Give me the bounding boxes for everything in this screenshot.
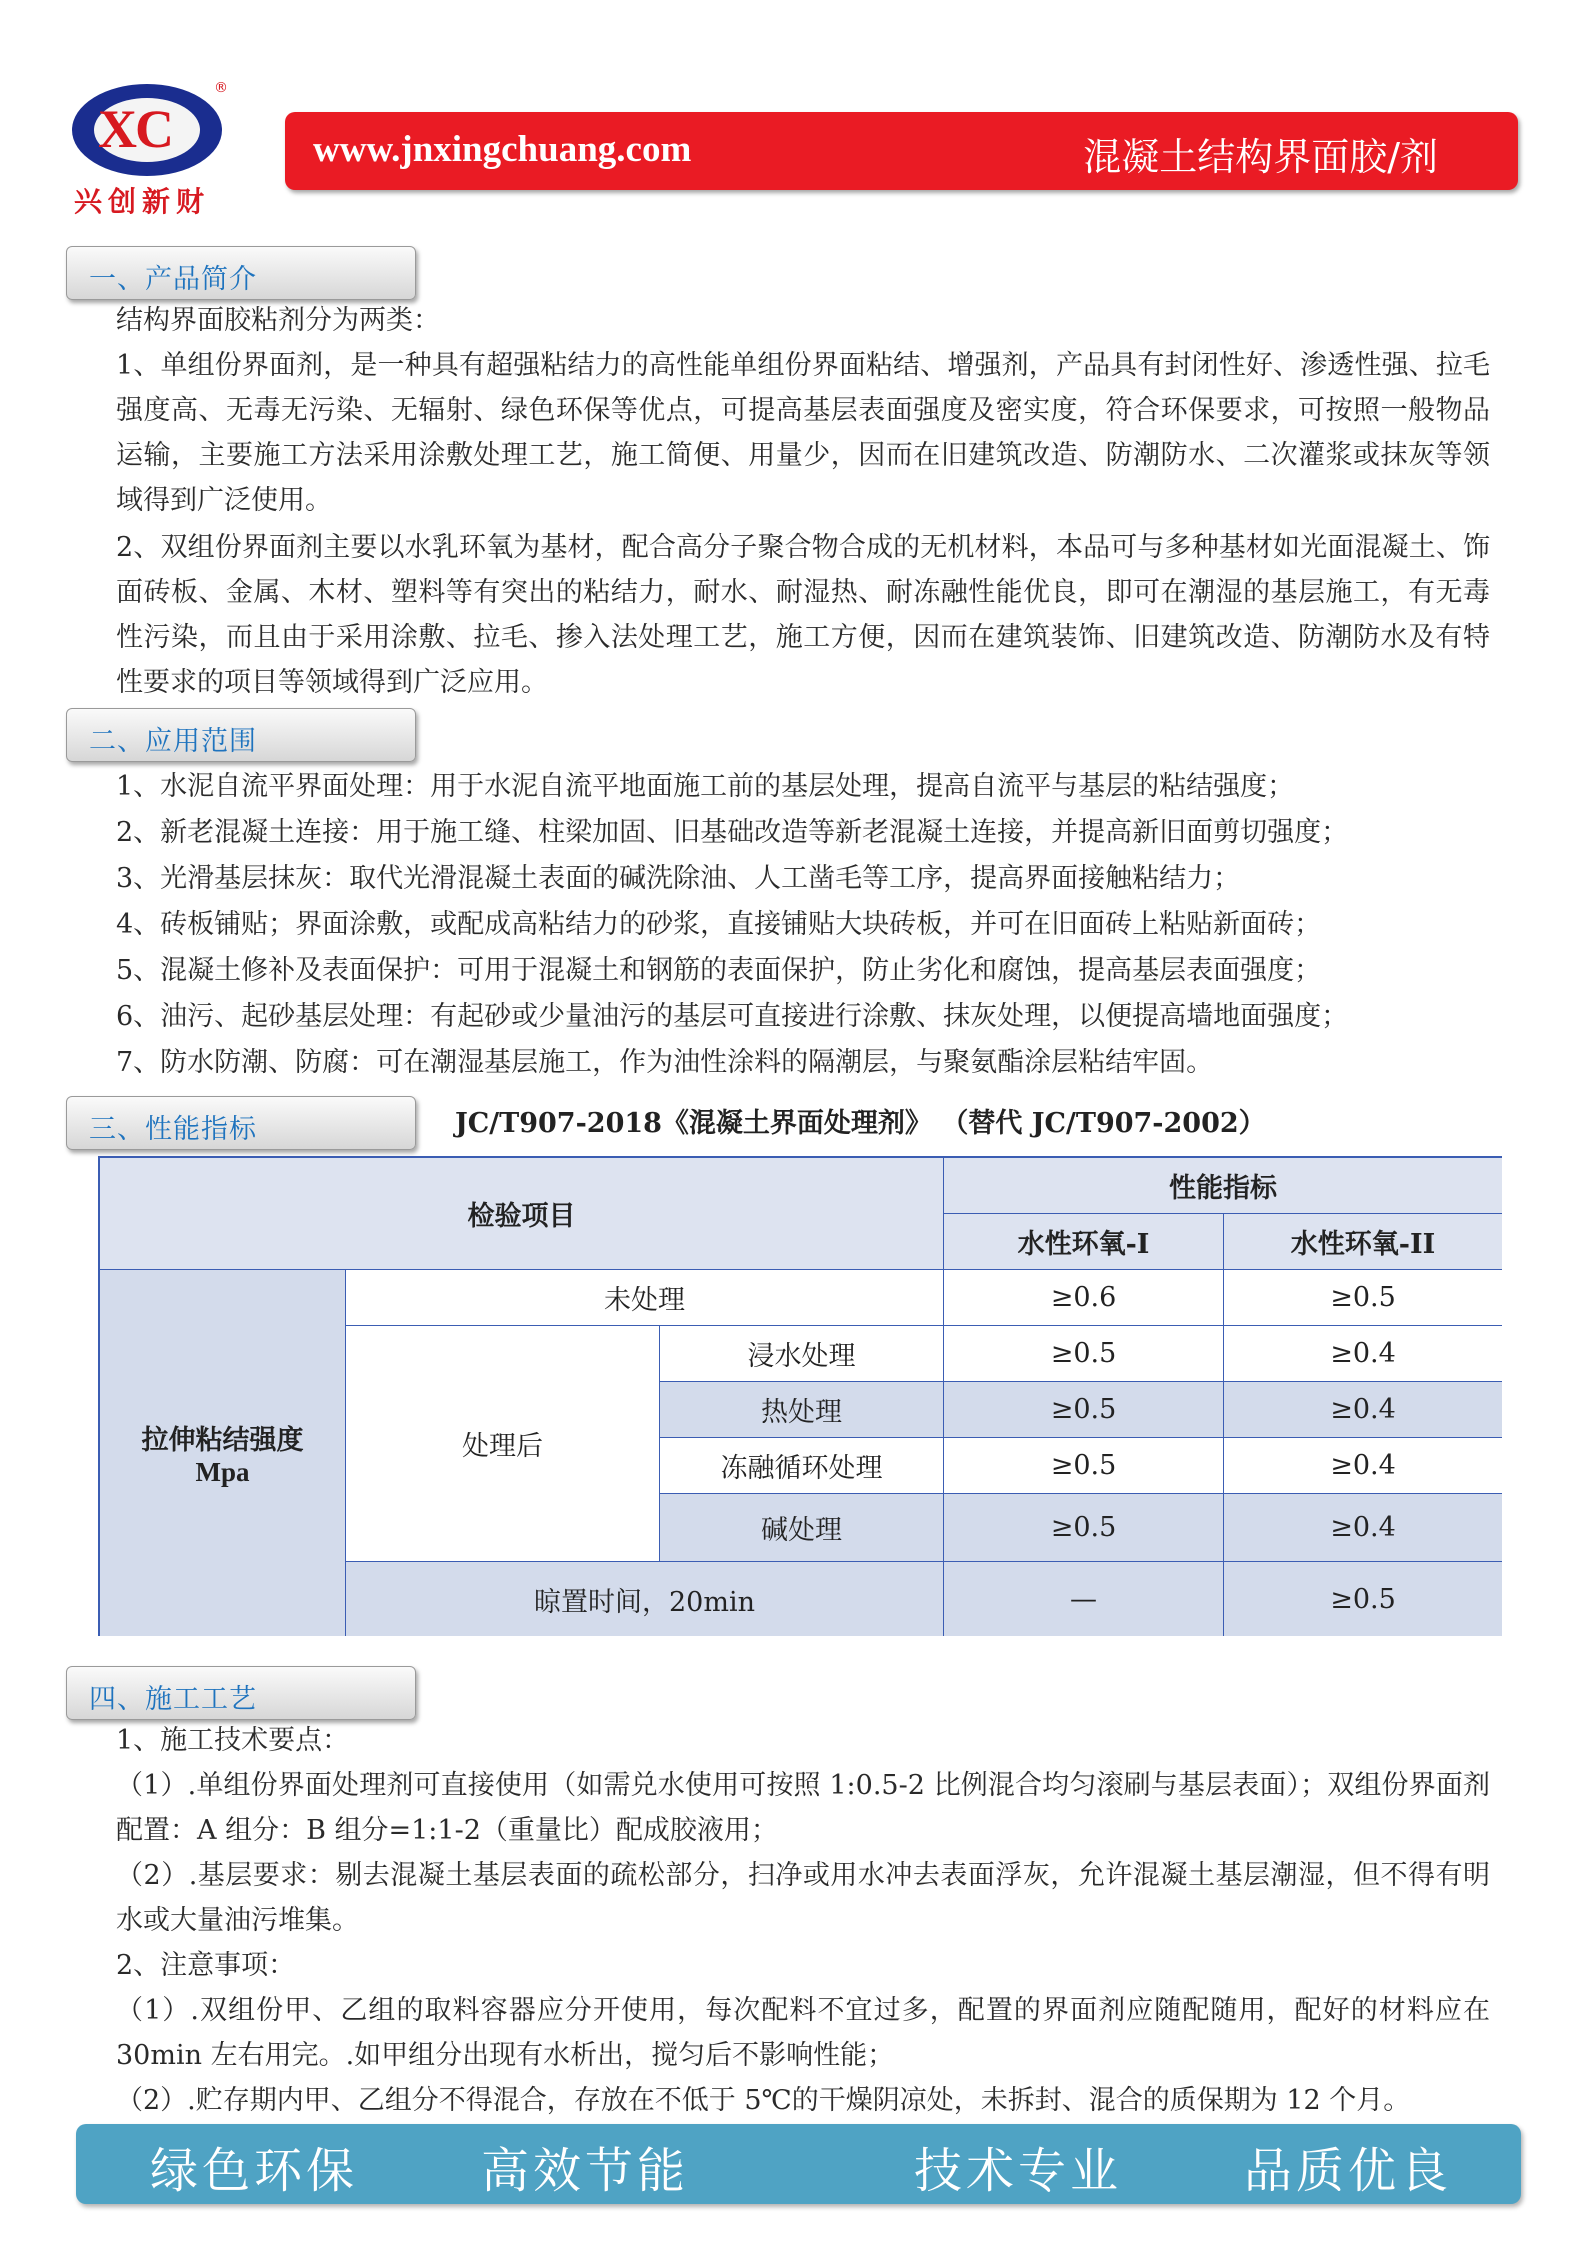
section-tab-intro bbox=[66, 246, 416, 300]
group-label-text: 拉伸粘结强度 bbox=[141, 1425, 304, 1456]
section-tab-process bbox=[66, 1666, 416, 1720]
slogan: 绿色环保 bbox=[150, 2143, 359, 2199]
header-banner bbox=[285, 112, 1518, 190]
process-text bbox=[116, 1718, 1490, 2123]
website-link[interactable]: www.jnxingchuang.com bbox=[313, 129, 692, 170]
slogan: 高效节能 bbox=[481, 2143, 690, 2199]
process-line: （2）.基层要求：剔去混凝土基层表面的疏松部分，扫净或用水冲去表面浮灰，允许混凝土基层潮湿，但不得有明水或大量油污堆集。 bbox=[116, 1860, 1490, 1936]
table-header-col2: 水性环氧-II bbox=[1224, 1214, 1502, 1270]
group-unit-text: Mpa bbox=[195, 1457, 250, 1487]
process-line: （1）.双组份甲、乙组的取料容器应分开使用，每次配料不宜过多，配置的界面剂应随配随用，配好的材料应在 30min 左右用完。.如甲组分出现有水析出，搅匀后不影响性能； bbox=[116, 1995, 1490, 2071]
registered-mark: ® bbox=[214, 80, 228, 96]
footer-slogan-bar bbox=[76, 2124, 1521, 2204]
table-cell: ≥0.5 bbox=[944, 1382, 1224, 1438]
section-label: 四、施工工艺 bbox=[89, 1684, 257, 1715]
section-tab-applications bbox=[66, 708, 416, 762]
list-item: 4、砖板铺贴；界面涂敷，或配成高粘结力的砂浆，直接铺贴大块砖板，并可在旧面砖上粘贴新面砖； bbox=[116, 909, 1322, 940]
applications-list bbox=[116, 764, 1490, 1086]
performance-table bbox=[98, 1156, 1502, 1636]
list-item: 7、防水防潮、防腐：可在潮湿基层施工，作为油性涂料的隔潮层，与聚氨酯涂层粘结牢固。 bbox=[116, 1047, 1214, 1078]
table-cell: ≥0.6 bbox=[944, 1270, 1224, 1326]
table-cell: ≥0.4 bbox=[1224, 1326, 1502, 1382]
table-cell: — bbox=[944, 1562, 1224, 1636]
table-cell: ≥0.5 bbox=[1224, 1562, 1502, 1636]
product-title: 混凝土结构界面胶/剂 bbox=[1083, 135, 1438, 179]
table-row-untreated-label: 未处理 bbox=[346, 1270, 944, 1326]
list-item: 1、水泥自流平界面处理：用于水泥自流平地面施工前的基层处理，提高自流平与基层的粘结强度； bbox=[116, 771, 1295, 802]
logo-chinese-name: 兴创新财 bbox=[74, 185, 211, 218]
intro-lead: 结构界面胶粘剂分为两类： bbox=[116, 305, 440, 336]
intro-paragraph-1: 1、单组份界面剂，是一种具有超强粘结力的高性能单组份界面粘结、增强剂，产品具有封闭性好、渗透性强、拉毛强度高、无毒无污染、无辐射、绿色环保等优点，可提高基层表面强度及密实度，符合环保要求，可按照一般物品运输，主要施工方法采用涂敷处理工艺，施工简便、用量少，因而在旧建筑改造、防潮防水、二次灌浆或抹灰等领域得到广泛使用。 bbox=[116, 350, 1490, 516]
intro-text bbox=[116, 298, 1490, 705]
section-label: 三、性能指标 bbox=[89, 1114, 257, 1145]
table-header-col1: 水性环氧-I bbox=[944, 1214, 1224, 1270]
section-label: 二、应用范围 bbox=[89, 726, 257, 757]
process-line: （2）.贮存期内甲、乙组分不得混合，存放在不低于 5℃的干燥阴凉处，未拆封、混合的质保期为 12 个月。 bbox=[116, 2085, 1411, 2116]
table-cell: ≥0.4 bbox=[1224, 1494, 1502, 1562]
table-cell: ≥0.5 bbox=[944, 1438, 1224, 1494]
table-cell: ≥0.4 bbox=[1224, 1382, 1502, 1438]
table-header-item: 检验项目 bbox=[100, 1158, 944, 1270]
process-line: 1、施工技术要点： bbox=[116, 1725, 350, 1756]
table-group-label bbox=[100, 1270, 346, 1636]
section-tab-performance bbox=[66, 1096, 416, 1150]
list-item: 3、光滑基层抹灰：取代光滑混凝土表面的碱洗除油、人工凿毛等工序，提高界面接触粘结力； bbox=[116, 863, 1241, 894]
table-cell: ≥0.5 bbox=[1224, 1270, 1502, 1326]
table-row-label: 热处理 bbox=[660, 1382, 944, 1438]
table-cell: ≥0.5 bbox=[944, 1494, 1224, 1562]
table-row-label: 碱处理 bbox=[660, 1494, 944, 1562]
process-line: 2、注意事项： bbox=[116, 1950, 296, 1981]
table-row-airing-label: 晾置时间，20min bbox=[346, 1562, 944, 1636]
table-cell: ≥0.5 bbox=[944, 1326, 1224, 1382]
table-after-treatment-label: 处理后 bbox=[346, 1326, 660, 1562]
table-row-label: 冻融循环处理 bbox=[660, 1438, 944, 1494]
process-line: （1）.单组份界面处理剂可直接使用（如需兑水使用可按照 1:0.5-2 比例混合均匀滚刷与基层表面）；双组份界面剂配置：A 组分：B 组分=1:1-2（重量比）配成胶液用； bbox=[116, 1770, 1490, 1846]
table-row-label: 浸水处理 bbox=[660, 1326, 944, 1382]
list-item: 5、混凝土修补及表面保护：可用于混凝土和钢筋的表面保护，防止劣化和腐蚀，提高基层表面强度； bbox=[116, 955, 1322, 986]
table-header-performance: 性能指标 bbox=[944, 1158, 1502, 1214]
intro-paragraph-2: 2、双组份界面剂主要以水乳环氧为基材，配合高分子聚合物合成的无机材料，本品可与多种基材如光面混凝土、饰面砖板、金属、木材、塑料等有突出的粘结力，耐水、耐湿热、耐冻融性能优良，即可在潮湿的基层施工，有无毒性污染，而且由于采用涂敷、拉毛、掺入法处理工艺，施工方便，因而在建筑装饰、旧建筑改造、防潮防水及有特性要求的项目等领域得到广泛应用。 bbox=[116, 532, 1490, 698]
company-logo bbox=[62, 80, 242, 220]
slogan: 品质优良 bbox=[1244, 2143, 1453, 2199]
section-label: 一、产品简介 bbox=[89, 264, 257, 295]
list-item: 6、油污、起砂基层处理：有起砂或少量油污的基层可直接进行涂敷、抹灰处理，以便提高墙地面强度； bbox=[116, 1001, 1349, 1032]
list-item: 2、新老混凝土连接：用于施工缝、柱梁加固、旧基础改造等新老混凝土连接，并提高新旧面剪切强度； bbox=[116, 817, 1349, 848]
table-cell: ≥0.4 bbox=[1224, 1438, 1502, 1494]
slogan: 技术专业 bbox=[914, 2143, 1123, 2199]
logo-letters: XC bbox=[98, 99, 172, 159]
standard-reference: JC/T907-2018《混凝土界面处理剂》 （替代 JC/T907-2002） bbox=[455, 1108, 1266, 1139]
